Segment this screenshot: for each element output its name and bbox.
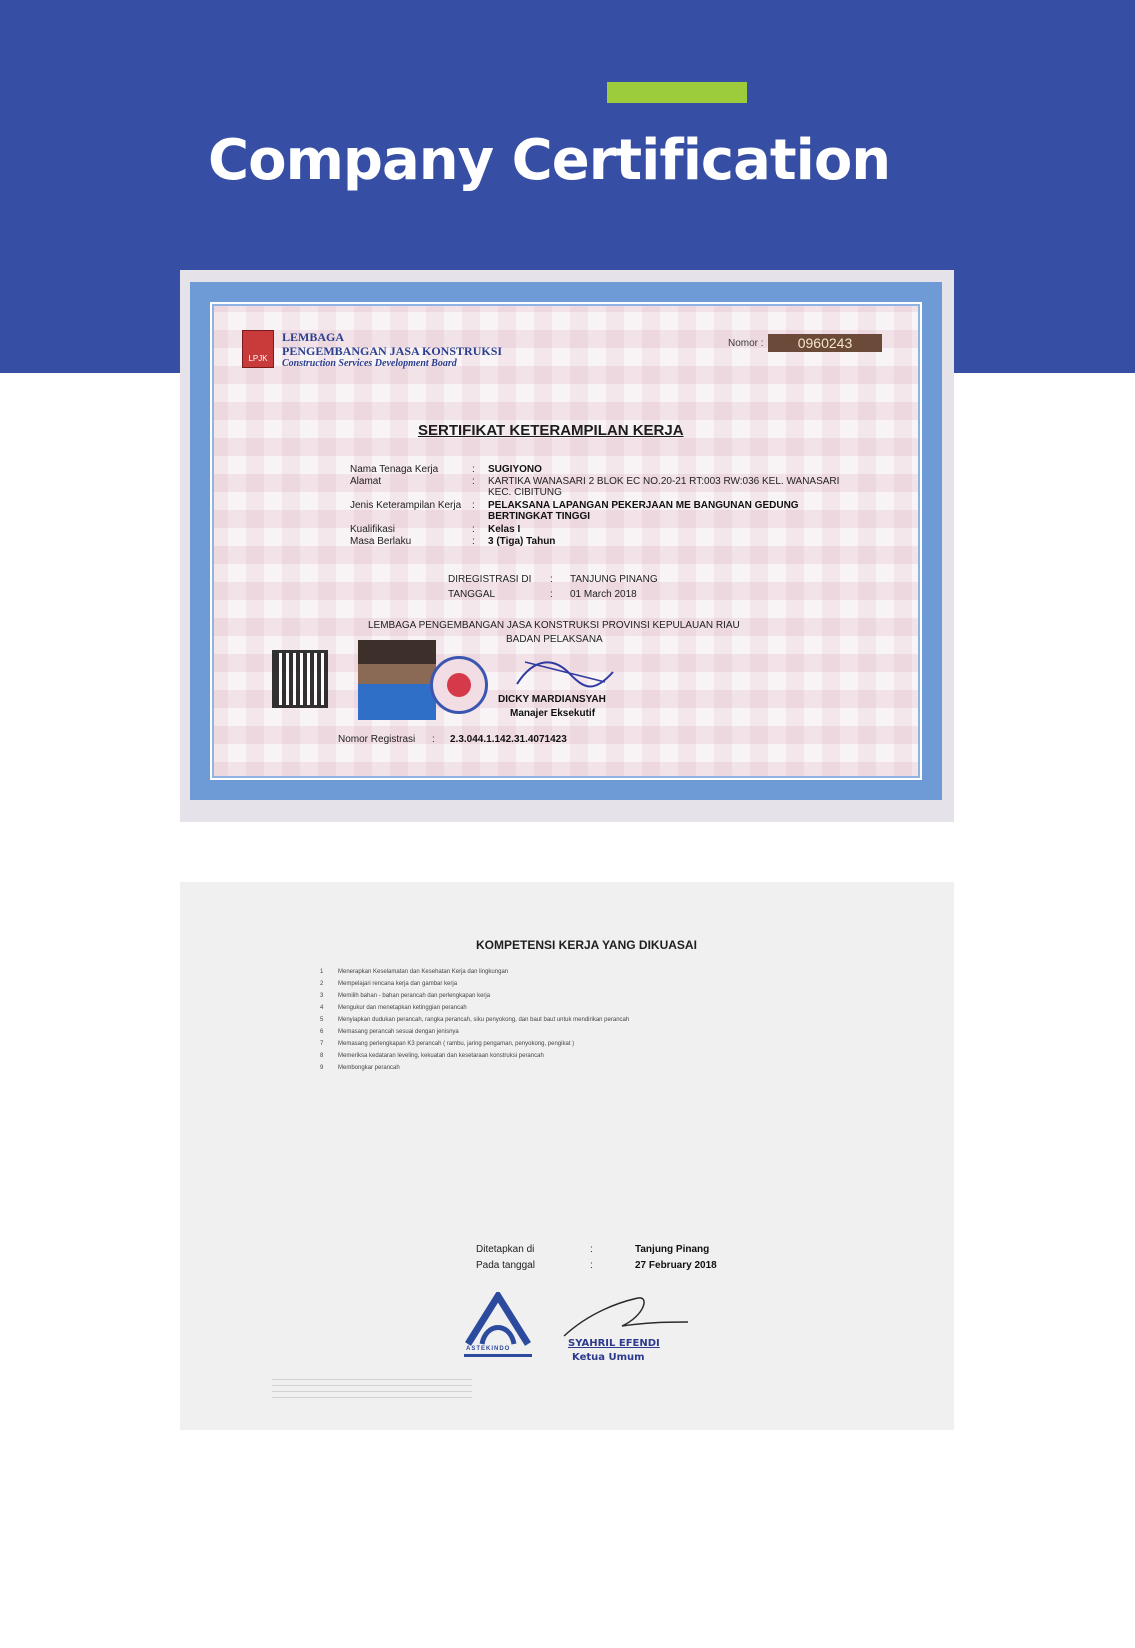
accent-bar bbox=[607, 82, 747, 103]
colon: : bbox=[472, 476, 475, 487]
colon: : bbox=[550, 574, 553, 585]
org-name-line1: LEMBAGA bbox=[282, 330, 345, 344]
signer-name: SYAHRIL EFENDI bbox=[568, 1338, 660, 1349]
page-title: Company Certification bbox=[208, 128, 891, 193]
list-item: 2 Mempelajari rencana kerja dan gambar kerja bbox=[320, 981, 458, 987]
nama-label: Nama Tenaga Kerja bbox=[350, 464, 439, 475]
colon: : bbox=[590, 1260, 593, 1271]
qr-code-icon bbox=[272, 650, 328, 708]
colon: : bbox=[472, 536, 475, 547]
signer-name: DICKY MARDIANSYAH bbox=[498, 694, 606, 705]
list-item: 6 Memasang perancah sesuai dengan jenisnya bbox=[320, 1029, 459, 1035]
signature-icon bbox=[560, 1292, 690, 1342]
tanggal-label: TANGGAL bbox=[448, 589, 496, 600]
signature-icon bbox=[515, 654, 615, 694]
diregistrasi-value: TANJUNG PINANG bbox=[570, 574, 658, 585]
list-item: 3 Memilih bahan - bahan perancah dan perlengkapan kerja bbox=[320, 993, 491, 999]
list-item: 8 Memeriksa kedataran leveling, kekuatan dan kesetaraan konstruksi perancah bbox=[320, 1053, 544, 1059]
kualifikasi-label: Kualifikasi bbox=[350, 524, 396, 535]
astekindo-logo-text: ASTEKINDO bbox=[466, 1346, 511, 1352]
colon: : bbox=[550, 589, 553, 600]
certificate-content bbox=[210, 302, 922, 780]
org-name-line2: PENGEMBANGAN JASA KONSTRUKSI bbox=[282, 344, 503, 358]
list-item: 1 Menerapkan Keselamatan dan Kesehatan Kerja dan lingkungan bbox=[320, 969, 509, 975]
colon: : bbox=[472, 500, 475, 511]
holder-photo bbox=[358, 640, 436, 720]
lpjk-logo-icon bbox=[242, 330, 274, 368]
jenis-label: Jenis Keterampilan Kerja bbox=[350, 500, 462, 511]
list-item: 4 Mengukur dan menetapkan ketinggian perancah bbox=[320, 1005, 467, 1011]
nomor-registrasi-label: Nomor Registrasi bbox=[338, 734, 416, 745]
certificate-title: SERTIFIKAT KETERAMPILAN KERJA bbox=[418, 422, 684, 439]
masa-berlaku-value: 3 (Tiga) Tahun bbox=[488, 536, 556, 547]
issuer-line1: LEMBAGA PENGEMBANGAN JASA KONSTRUKSI PROVINSI KEPULAUAN RIAU bbox=[368, 620, 740, 631]
competency-title: KOMPETENSI KERJA YANG DIKUASAI bbox=[476, 938, 697, 952]
issuer-line2: BADAN PELAKSANA bbox=[506, 634, 603, 645]
pada-tanggal-label: Pada tanggal bbox=[476, 1260, 535, 1271]
lpjk-logo-text: LPJK bbox=[248, 354, 268, 363]
diregistrasi-label: DIREGISTRASI DI bbox=[448, 574, 532, 585]
jenis-value-line2: BERTINGKAT TINGGI bbox=[488, 511, 591, 522]
nomor-registrasi-value: 2.3.044.1.142.31.4071423 bbox=[450, 734, 567, 745]
org-name-line3: Construction Services Development Board bbox=[282, 358, 457, 369]
competency-certificate-scan bbox=[180, 882, 954, 1430]
colon: : bbox=[472, 524, 475, 535]
skill-certificate-scan bbox=[180, 270, 954, 822]
ditetapkan-label: Ditetapkan di bbox=[476, 1244, 535, 1255]
footnote bbox=[272, 1378, 472, 1398]
ditetapkan-value: Tanjung Pinang bbox=[635, 1244, 710, 1255]
list-item: 5 Menyiapkan dudukan perancah, rangka perancah, siku penyokong, dan baut baut untuk mendirikan perancah bbox=[320, 1017, 630, 1023]
list-item: 9 Membongkar perancah bbox=[320, 1065, 400, 1071]
tanggal-value: 01 March 2018 bbox=[570, 589, 637, 600]
lpjk-stamp-icon bbox=[430, 656, 488, 714]
pada-tanggal-value: 27 February 2018 bbox=[635, 1260, 717, 1271]
competency-list bbox=[320, 966, 629, 1074]
colon: : bbox=[472, 464, 475, 475]
alamat-label: Alamat bbox=[350, 476, 382, 487]
nomor-label: Nomor : bbox=[728, 338, 764, 349]
list-item: 7 Memasang perlengkapan K3 perancah ( rambu, jaring pengaman, penyokong, pengikat ) bbox=[320, 1041, 575, 1047]
alamat-value-line2: KEC. CIBITUNG bbox=[488, 487, 562, 498]
nama-value: SUGIYONO bbox=[488, 464, 542, 475]
kualifikasi-value: Kelas I bbox=[488, 524, 521, 535]
signer-role: Manajer Eksekutif bbox=[510, 708, 596, 719]
jenis-value-line1: PELAKSANA LAPANGAN PEKERJAAN ME BANGUNAN GEDUNG bbox=[488, 500, 799, 511]
alamat-value-line1: KARTIKA WANASARI 2 BLOK EC NO.20-21 RT:003 RW:036 KEL. WANASARI bbox=[488, 476, 840, 487]
signer-role: Ketua Umum bbox=[572, 1352, 645, 1363]
colon: : bbox=[590, 1244, 593, 1255]
nomor-value: 0960243 bbox=[768, 334, 882, 352]
colon: : bbox=[432, 734, 435, 745]
masa-berlaku-label: Masa Berlaku bbox=[350, 536, 412, 547]
